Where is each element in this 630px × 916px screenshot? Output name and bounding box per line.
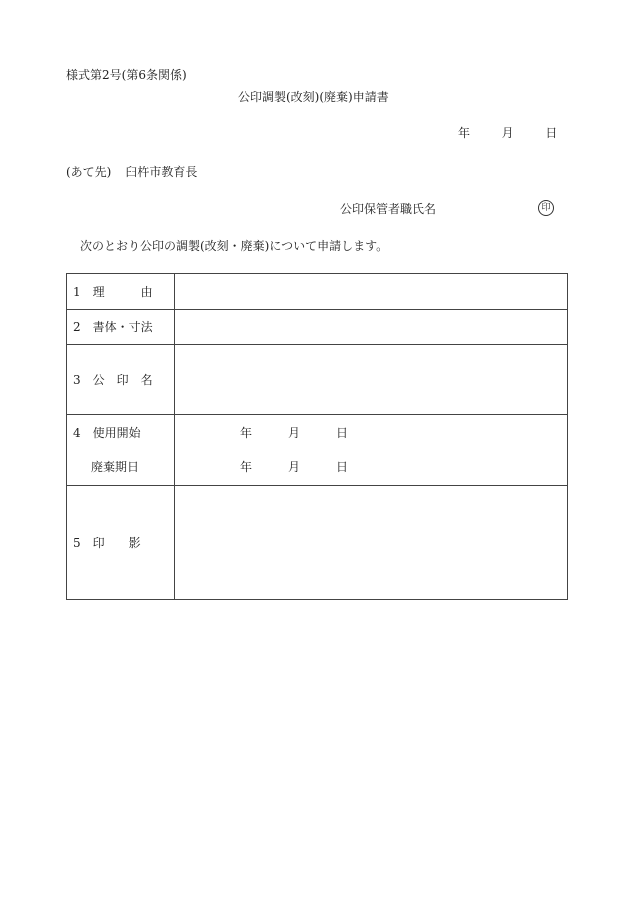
row-label-typeface-size: 2 書体・寸法	[73, 320, 153, 334]
disposal-day: 日	[336, 460, 349, 474]
row-label-seal-impression: 5 印 影	[73, 536, 141, 550]
row-label-start-date: 4 使用開始	[73, 426, 141, 440]
date-year: 年	[458, 126, 471, 140]
date-line	[458, 127, 557, 139]
row-label-seal-name: 3 公 印 名	[73, 373, 153, 387]
seal-mark-icon: 印	[538, 200, 554, 216]
document-title: 公印調製(改刻)(廃棄)申請書	[238, 90, 389, 104]
table-row-dates	[67, 414, 567, 486]
addressee-name: 臼杵市教育長	[125, 165, 198, 179]
row-label-reason: 1 理 由	[73, 285, 153, 299]
disposal-month: 月	[288, 460, 301, 474]
table-row-seal-name	[67, 344, 567, 415]
form-number: 様式第2号(第6条関係)	[66, 68, 187, 82]
start-year: 年	[240, 426, 253, 440]
start-month: 月	[288, 426, 301, 440]
application-form-table	[66, 273, 568, 600]
custodian-label: 公印保管者職氏名	[340, 202, 437, 216]
date-month: 月	[501, 126, 514, 140]
disposal-year: 年	[240, 460, 253, 474]
table-row-seal-impression	[67, 485, 567, 599]
row-label-disposal-date: 廃棄期日	[91, 460, 140, 474]
start-day: 日	[336, 426, 349, 440]
addressee	[66, 166, 197, 178]
statement-text: 次のとおり公印の調製(改刻・廃棄)について申請します。	[80, 239, 389, 253]
addressee-prefix: (あて先)	[66, 165, 112, 179]
table-row-typeface-size	[67, 309, 567, 345]
date-day: 日	[545, 126, 558, 140]
table-row-reason	[67, 274, 567, 310]
